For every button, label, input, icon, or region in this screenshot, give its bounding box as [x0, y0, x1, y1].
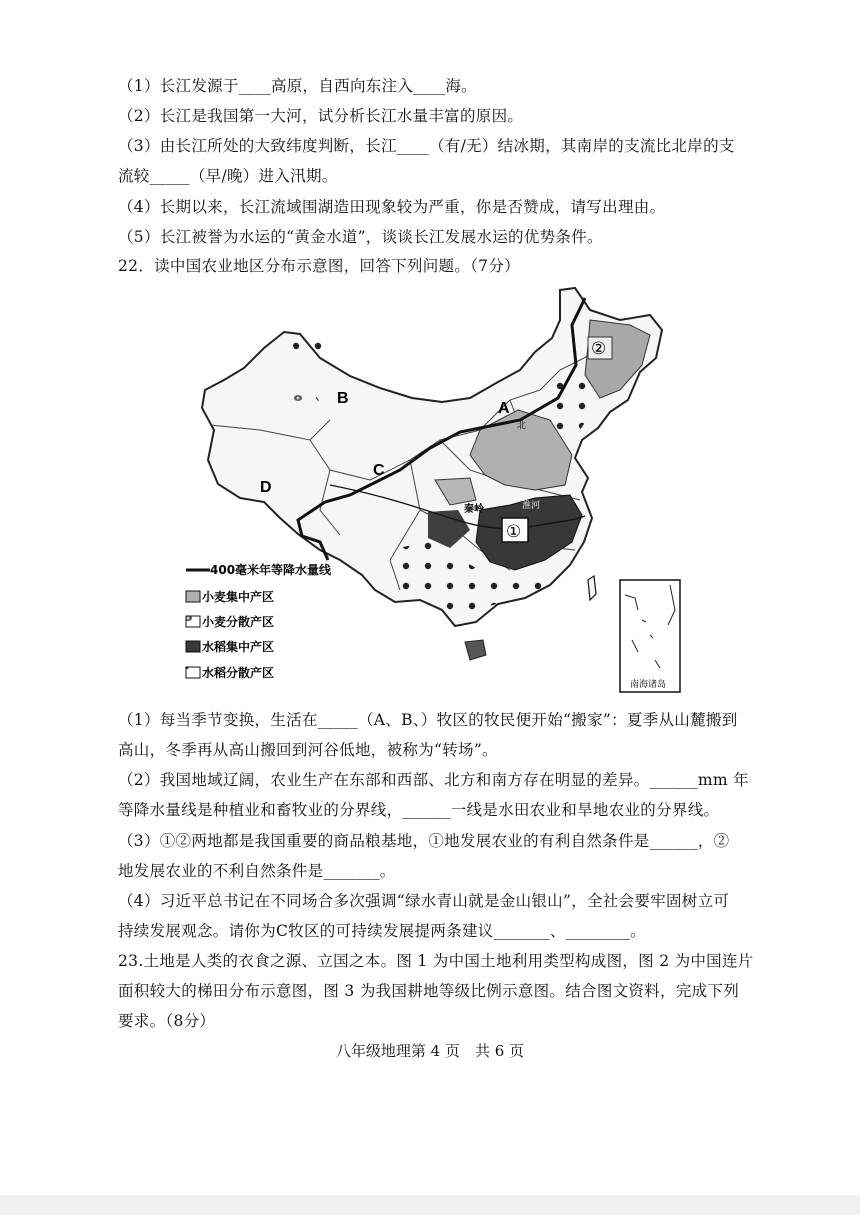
bottom-strip	[0, 1195, 860, 1215]
q21-part2: （2）长江是我国第一大河，试分析长江水量丰富的原因。	[118, 107, 524, 125]
region-label-a: A	[498, 400, 510, 417]
legend-wheat-scattered-swatch	[186, 616, 200, 627]
q22-part4-line1: （4）习近平总书记在不同场合多次强调“绿水青山就是金山银山”，全社会要牢固树立可	[118, 892, 730, 910]
legend-rice-scattered-swatch	[186, 667, 200, 678]
q22-title: 22．读中国农业地区分布示意图，回答下列问题。（7分）	[118, 257, 520, 275]
q23-line2: 面积较大的梯田分布示意图，图 3 为我国耕地等级比例示意图。结合图文资料，完成下列	[118, 982, 740, 1000]
huaihe-label: 淮河	[522, 501, 541, 511]
q23-line1: 23.土地是人类的衣食之源、立国之本。图 1 为中国土地利用类型构成图，图 2 为中国连片	[118, 952, 754, 970]
legend-rice-scattered-label: 水稻分散产区	[202, 666, 275, 680]
q23-line3: 要求。（8分）	[118, 1012, 216, 1030]
q22-part1-line2: 高山，冬季再从高山搬回到河谷低地，被称为“转场”。	[118, 741, 498, 759]
region-label-d: D	[260, 479, 272, 496]
legend-wheat-concentrated-swatch	[186, 591, 200, 602]
q21-part3-line2: 流较_____（早/晚）进入汛期。	[118, 167, 338, 185]
q22-part4-line2: 持续发展观念。请你为C牧区的可持续发展提两条建议_______、________。	[118, 922, 646, 940]
qinling-label: 秦岭	[464, 504, 484, 515]
legend-wheat-scattered-label: 小麦分散产区	[202, 615, 275, 629]
legend-rice-concentrated-label: 水稻集中产区	[202, 640, 275, 654]
map-figure	[180, 280, 685, 700]
legend-rice-concentrated-swatch	[186, 641, 200, 652]
q22-part3-line1: （3）①②两地都是我国重要的商品粮基地，①地发展农业的有利自然条件是______，②	[118, 832, 730, 850]
hainan-island	[465, 640, 486, 660]
circle-label-1: ①	[506, 522, 522, 542]
south-china-sea-inset	[620, 580, 680, 692]
legend-isohyet-label: 400毫米年等降水量线	[210, 563, 332, 577]
region-label-b: B	[337, 390, 349, 407]
q22-part2-line2: 等降水量线是种植业和畜牧业的分界线，______一线是水田农业和旱地农业的分界线。	[118, 801, 720, 819]
q21-part1: （1）长江发源于____高原，自西向东注入____海。	[118, 77, 477, 95]
legend-wheat-concentrated-label: 小麦集中产区	[202, 590, 275, 604]
q21-part3-line1: （3）由长江所处的大致纬度判断，长江____（有/无）结冰期，其南岸的支流比北岸的支	[118, 137, 735, 155]
beijing-label: 北	[517, 420, 527, 430]
q22-part3-line2: 地发展农业的不利自然条件是_______。	[118, 862, 396, 880]
taiwan-island	[588, 576, 596, 600]
q22-part2-line1: （2）我国地域辽阔，农业生产在东部和西部、北方和南方存在明显的差异。______mm 年	[118, 771, 749, 789]
inset-label: 南海诸岛	[630, 680, 667, 690]
china-agriculture-map	[180, 280, 685, 700]
circle-label-2: ②	[591, 339, 607, 359]
q21-part5: （5）长江被誉为水运的“黄金水道”，谈谈长江发展水运的优势条件。	[118, 228, 603, 246]
region-label-c: C	[373, 462, 385, 479]
page-footer: 八年级地理第 4 页 共 6 页	[335, 1042, 525, 1060]
q21-part4: （4）长期以来，长江流域围湖造田现象较为严重，你是否赞成，请写出理由。	[118, 198, 666, 216]
q22-part1-line1: （1）每当季节变换，生活在_____（A、B、）牧区的牧民便开始“搬家”：夏季从山麓搬到	[118, 711, 738, 729]
